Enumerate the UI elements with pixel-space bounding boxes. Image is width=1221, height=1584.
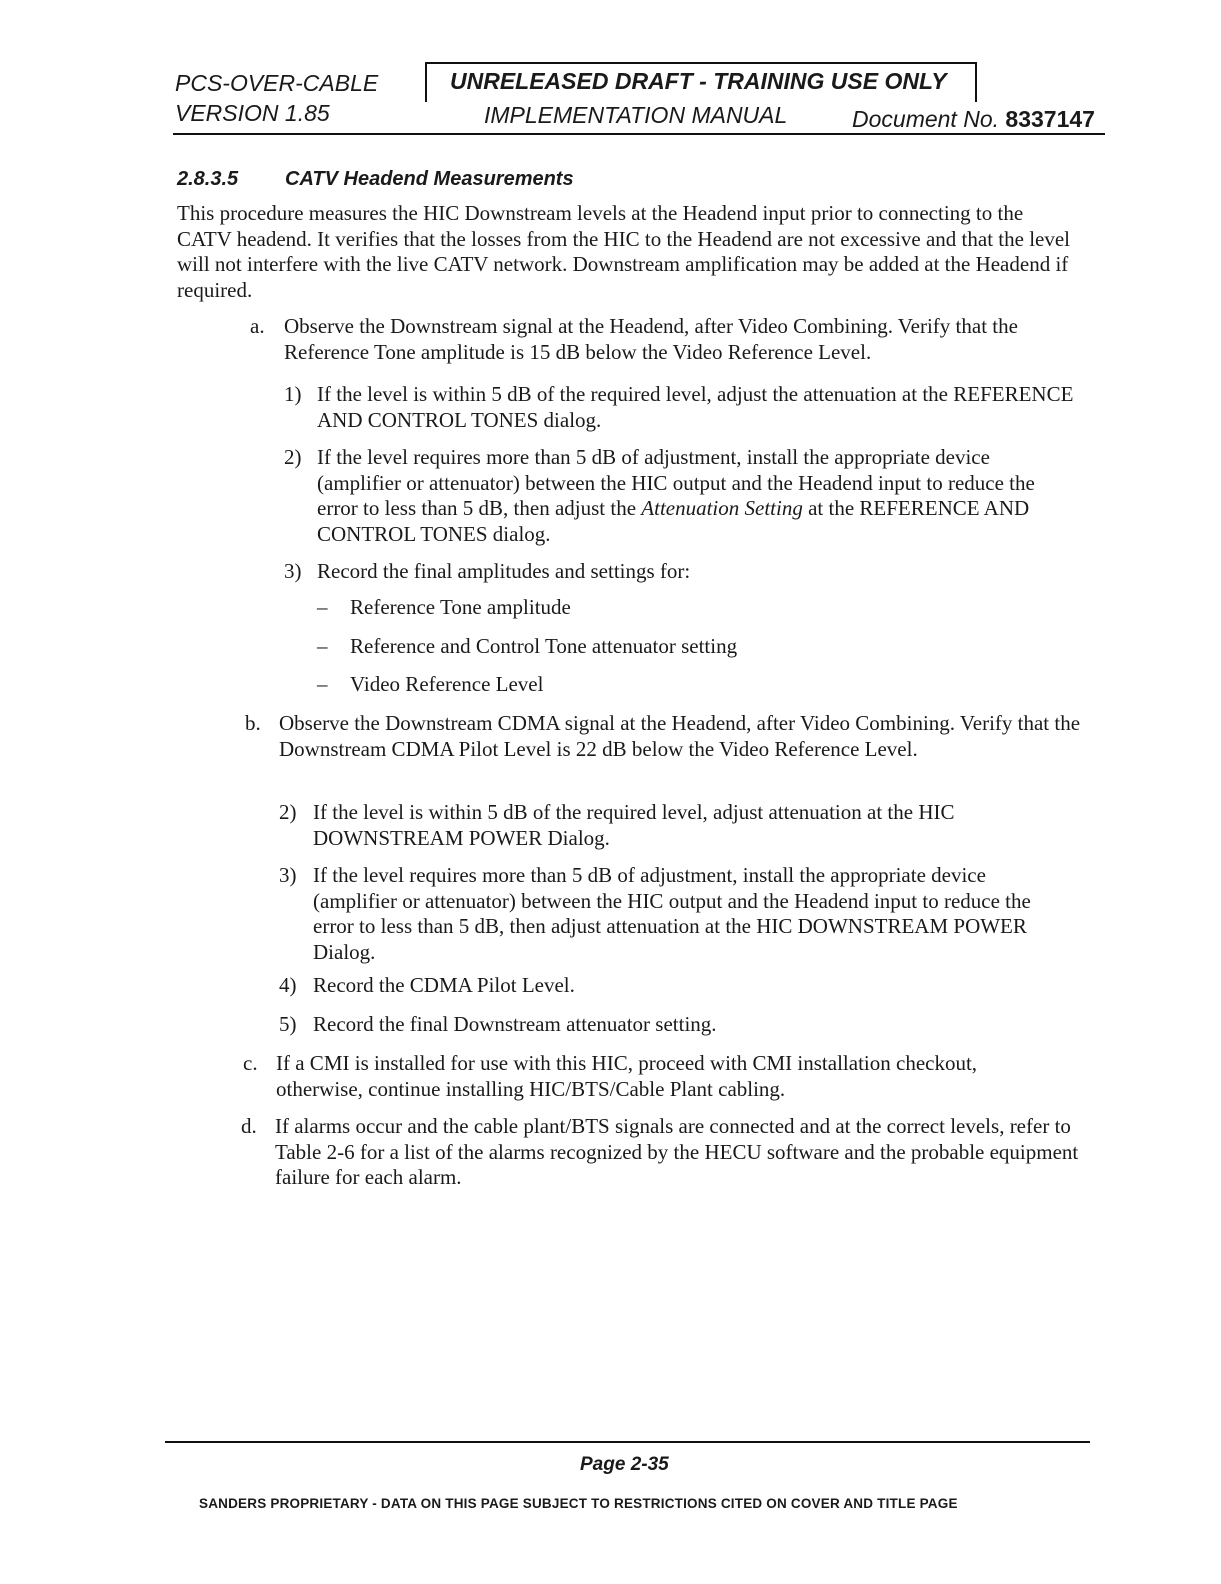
step-b3-text: If the level requires more than 5 dB of adjustment, install the appropriate device (amplifier or attenuator) between the HIC output and the Headend input to reduce the error to less than 5 dB, then adjust attenuation at the HIC DOWNSTREAM POWER Dialog. (313, 863, 1031, 964)
manual-title: IMPLEMENTATION MANUAL (484, 102, 788, 128)
step-b4-text: Record the CDMA Pilot Level. (313, 973, 575, 997)
step-b2-marker: 2) (279, 800, 297, 824)
footer-divider (165, 1441, 1090, 1443)
bullet-dash: – (317, 595, 328, 619)
step-c-marker: c. (243, 1051, 258, 1075)
attenuation-setting-emphasis: Attenuation Setting (641, 496, 803, 520)
draft-banner: UNRELEASED DRAFT - TRAINING USE ONLY (450, 68, 947, 94)
product-name: PCS-OVER-CABLE (175, 70, 379, 96)
intro-paragraph: This procedure measures the HIC Downstream levels at the Headend input prior to connecting to the CATV headend. It verifies that the losses from the HIC to the Headend are not excessive and that the level will not interfere with the live CATV network. Downstream amplification may be added at the Headend if required. (177, 201, 1071, 302)
step-a2-text-before: If the level requires more than 5 dB of adjustment, install the appropriate device (amplifier or attenuator) between the HIC output and the Headend input to reduce the error to less than 5 dB, then adjust the (317, 445, 1035, 520)
document-number-value: 8337147 (1005, 106, 1095, 132)
step-a1-text: If the level is within 5 dB of the required level, adjust the attenuation at the REFERENCE AND CONTROL TONES dialog. (317, 382, 1074, 432)
header-divider (173, 133, 1105, 135)
step-b-marker: b. (245, 711, 261, 735)
bullet-dash: – (317, 672, 328, 696)
step-d-text: If alarms occur and the cable plant/BTS signals are connected and at the correct levels, refer to Table 2-6 for a list of the alarms recognized by the HECU software and the probable equipment failure for each alarm. (275, 1114, 1079, 1189)
bullet-dash: – (317, 634, 328, 658)
document-number (852, 106, 1095, 133)
step-b5-text: Record the final Downstream attenuator setting. (313, 1012, 717, 1036)
step-b5-marker: 5) (279, 1012, 297, 1036)
step-b2-text: If the level is within 5 dB of the required level, adjust attenuation at the HIC DOWNSTREAM POWER Dialog. (313, 800, 955, 850)
version-label: VERSION 1.85 (175, 100, 330, 126)
step-a2-text-after: at the REFERENCE AND CONTROL TONES dialog. (317, 496, 1030, 546)
proprietary-notice: SANDERS PROPRIETARY - DATA ON THIS PAGE SUBJECT TO RESTRICTIONS CITED ON COVER AND TITLE PAGE (199, 1496, 958, 1511)
step-a2-marker: 2) (284, 445, 302, 469)
bullet-item: Reference and Control Tone attenuator setting (350, 634, 738, 658)
step-a1-marker: 1) (284, 382, 302, 406)
step-b4-marker: 4) (279, 973, 297, 997)
step-a2-text (317, 445, 1067, 547)
step-d-marker: d. (241, 1114, 257, 1138)
bullet-item: Reference Tone amplitude (350, 595, 571, 619)
step-a3-marker: 3) (284, 559, 302, 583)
step-a-marker: a. (250, 314, 265, 338)
step-a-text: Observe the Downstream signal at the Headend, after Video Combining. Verify that the Reference Tone amplitude is 15 dB below the Video Reference Level. (284, 314, 1018, 364)
page-number: Page 2-35 (580, 1454, 669, 1475)
step-b3-marker: 3) (279, 863, 297, 887)
section-title: CATV Headend Measurements (285, 168, 574, 190)
document-label: Document No. (852, 106, 1000, 132)
step-a3-text: Record the final amplitudes and settings for: (317, 559, 691, 583)
step-c-text: If a CMI is installed for use with this HIC, proceed with CMI installation checkout, otherwise, continue installing HIC/BTS/Cable Plant cabling. (276, 1051, 978, 1101)
section-number: 2.8.3.5 (177, 168, 239, 190)
bullet-item: Video Reference Level (350, 672, 544, 696)
step-b-text: Observe the Downstream CDMA signal at the Headend, after Video Combining. Verify that the Downstream CDMA Pilot Level is 22 dB below the Video Reference Level. (279, 711, 1081, 761)
